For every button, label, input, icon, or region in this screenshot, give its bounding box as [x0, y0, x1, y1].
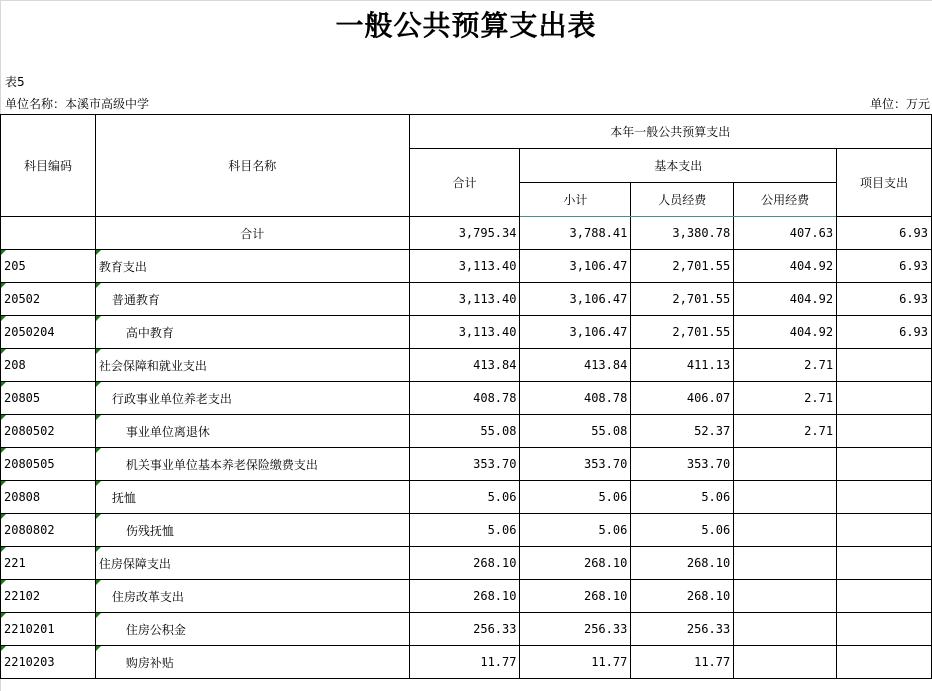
- cell-marker-icon: [1, 613, 6, 618]
- header-name: 科目名称: [95, 115, 409, 217]
- unit-name: 单位名称：本溪市高级中学: [5, 97, 150, 111]
- row-public-value[interactable]: 2.71: [734, 349, 837, 382]
- table-number: 表5: [5, 75, 25, 89]
- row-public-value[interactable]: [734, 547, 837, 580]
- row-project-value[interactable]: 6.93: [837, 316, 932, 349]
- row-subtotal-value[interactable]: 5.06: [520, 514, 631, 547]
- row-total-value[interactable]: 3,113.40: [409, 316, 520, 349]
- header-subtotal: 小计: [520, 183, 631, 217]
- row-subtotal-value[interactable]: 55.08: [520, 415, 631, 448]
- cell-marker-icon: [1, 250, 6, 255]
- row-public-value[interactable]: [734, 580, 837, 613]
- row-public-value[interactable]: 404.92: [734, 283, 837, 316]
- row-personnel-value[interactable]: 5.06: [631, 481, 734, 514]
- table-row[interactable]: [1, 613, 932, 646]
- row-project-value[interactable]: [837, 646, 932, 679]
- table-row[interactable]: [1, 415, 932, 448]
- cell-marker-icon: [96, 514, 101, 519]
- row-public-value[interactable]: [734, 646, 837, 679]
- header-project: 项目支出: [837, 149, 932, 217]
- table-row[interactable]: [1, 349, 932, 382]
- row-name[interactable]: 社会保障和就业支出: [95, 349, 409, 382]
- row-subtotal-value[interactable]: 353.70: [520, 448, 631, 481]
- row-code[interactable]: 2080502: [1, 415, 96, 448]
- row-public-value[interactable]: 407.63: [734, 217, 837, 250]
- table-row[interactable]: [1, 514, 932, 547]
- cell-marker-icon: [96, 448, 101, 453]
- row-total-value[interactable]: 3,113.40: [409, 283, 520, 316]
- row-project-value[interactable]: [837, 613, 932, 646]
- cell-marker-icon: [1, 580, 6, 585]
- row-subtotal-value[interactable]: 408.78: [520, 382, 631, 415]
- budget-table: [0, 114, 932, 679]
- row-total-value[interactable]: 11.77: [409, 646, 520, 679]
- row-personnel-value[interactable]: 2,701.55: [631, 316, 734, 349]
- cell-marker-icon: [1, 481, 6, 486]
- row-personnel-value[interactable]: 353.70: [631, 448, 734, 481]
- row-name[interactable]: 住房公积金: [95, 613, 409, 646]
- header-total: 合计: [409, 149, 520, 217]
- cell-marker-icon: [1, 646, 6, 651]
- row-personnel-value[interactable]: 3,380.78: [631, 217, 734, 250]
- row-project-value[interactable]: [837, 547, 932, 580]
- table-row[interactable]: [1, 283, 932, 316]
- row-public-value[interactable]: [734, 448, 837, 481]
- cell-marker-icon: [96, 646, 101, 651]
- row-code[interactable]: 2210203: [1, 646, 96, 679]
- header-public: 公用经费: [734, 183, 837, 217]
- table-row[interactable]: [1, 580, 932, 613]
- row-total-value[interactable]: 3,113.40: [409, 250, 520, 283]
- row-project-value[interactable]: 6.93: [837, 283, 932, 316]
- row-code[interactable]: 205: [1, 250, 96, 283]
- row-personnel-value[interactable]: 411.13: [631, 349, 734, 382]
- row-total-value[interactable]: 55.08: [409, 415, 520, 448]
- row-personnel-value[interactable]: 5.06: [631, 514, 734, 547]
- row-project-value[interactable]: [837, 481, 932, 514]
- row-name[interactable]: 事业单位离退休: [95, 415, 409, 448]
- row-personnel-value[interactable]: 268.10: [631, 547, 734, 580]
- row-project-value[interactable]: [837, 448, 932, 481]
- table-row[interactable]: [1, 382, 932, 415]
- row-name[interactable]: 行政事业单位养老支出: [95, 382, 409, 415]
- cell-marker-icon: [96, 547, 101, 552]
- row-code[interactable]: 208: [1, 349, 96, 382]
- row-code[interactable]: 221: [1, 547, 96, 580]
- table-row[interactable]: [1, 250, 932, 283]
- row-total-value[interactable]: 268.10: [409, 547, 520, 580]
- header-current-year: 本年一般公共预算支出: [409, 115, 931, 149]
- table-row[interactable]: [1, 547, 932, 580]
- row-project-value[interactable]: [837, 349, 932, 382]
- row-public-value[interactable]: 2.71: [734, 382, 837, 415]
- cell-marker-icon: [1, 382, 6, 387]
- table-row[interactable]: [1, 646, 932, 679]
- cell-marker-icon: [96, 580, 101, 585]
- row-code[interactable]: [1, 217, 96, 250]
- row-total-value[interactable]: 5.06: [409, 514, 520, 547]
- page-title: 一般公共预算支出表: [335, 9, 597, 42]
- row-subtotal-value[interactable]: 256.33: [520, 613, 631, 646]
- row-personnel-value[interactable]: 11.77: [631, 646, 734, 679]
- row-name[interactable]: 机关事业单位基本养老保险缴费支出: [95, 448, 409, 481]
- cell-marker-icon: [96, 283, 101, 288]
- cell-marker-icon: [1, 448, 6, 453]
- row-public-value[interactable]: 404.92: [734, 316, 837, 349]
- row-total-value[interactable]: 408.78: [409, 382, 520, 415]
- cell-marker-icon: [96, 250, 101, 255]
- cell-marker-icon: [1, 316, 6, 321]
- row-subtotal-value[interactable]: 268.10: [520, 547, 631, 580]
- row-subtotal-value[interactable]: 3,788.41: [520, 217, 631, 250]
- row-total-value[interactable]: 268.10: [409, 580, 520, 613]
- row-total-value[interactable]: 256.33: [409, 613, 520, 646]
- row-personnel-value[interactable]: 52.37: [631, 415, 734, 448]
- row-code[interactable]: 20808: [1, 481, 96, 514]
- row-project-value[interactable]: 6.93: [837, 217, 932, 250]
- row-public-value[interactable]: [734, 481, 837, 514]
- row-code[interactable]: 20805: [1, 382, 96, 415]
- row-name[interactable]: 高中教育: [95, 316, 409, 349]
- header-row-1: [1, 115, 932, 149]
- cell-marker-icon: [96, 481, 101, 486]
- row-total-value[interactable]: 5.06: [409, 481, 520, 514]
- row-code[interactable]: 2210201: [1, 613, 96, 646]
- cell-marker-icon: [1, 415, 6, 420]
- row-name[interactable]: 教育支出: [95, 250, 409, 283]
- row-project-value[interactable]: [837, 382, 932, 415]
- sheet-gridline-top: [0, 0, 932, 1]
- row-code[interactable]: 2080505: [1, 448, 96, 481]
- row-subtotal-value[interactable]: 11.77: [520, 646, 631, 679]
- row-name[interactable]: 伤残抚恤: [95, 514, 409, 547]
- row-total-value[interactable]: 3,795.34: [409, 217, 520, 250]
- row-code[interactable]: 22102: [1, 580, 96, 613]
- row-public-value[interactable]: 404.92: [734, 250, 837, 283]
- cell-marker-icon: [96, 316, 101, 321]
- row-subtotal-value[interactable]: 5.06: [520, 481, 631, 514]
- row-name[interactable]: 住房保障支出: [95, 547, 409, 580]
- cell-marker-icon: [1, 283, 6, 288]
- row-subtotal-value[interactable]: 3,106.47: [520, 316, 631, 349]
- row-name[interactable]: 合计: [95, 217, 409, 250]
- row-name[interactable]: 住房改革支出: [95, 580, 409, 613]
- row-subtotal-value[interactable]: 3,106.47: [520, 283, 631, 316]
- table-row[interactable]: [1, 481, 932, 514]
- row-name[interactable]: 普通教育: [95, 283, 409, 316]
- row-name[interactable]: 抚恤: [95, 481, 409, 514]
- row-code[interactable]: 2050204: [1, 316, 96, 349]
- header-personnel: 人员经费: [631, 183, 734, 217]
- row-project-value[interactable]: [837, 415, 932, 448]
- row-code[interactable]: 20502: [1, 283, 96, 316]
- header-code: 科目编码: [1, 115, 96, 217]
- cell-marker-icon: [1, 349, 6, 354]
- row-public-value[interactable]: [734, 514, 837, 547]
- row-personnel-value[interactable]: 406.07: [631, 382, 734, 415]
- row-code[interactable]: 2080802: [1, 514, 96, 547]
- row-personnel-value[interactable]: 268.10: [631, 580, 734, 613]
- row-subtotal-value[interactable]: 413.84: [520, 349, 631, 382]
- row-project-value[interactable]: [837, 514, 932, 547]
- cell-marker-icon: [96, 382, 101, 387]
- cell-marker-icon: [96, 415, 101, 420]
- row-total-value[interactable]: 353.70: [409, 448, 520, 481]
- cell-marker-icon: [96, 349, 101, 354]
- table-row[interactable]: [1, 217, 932, 250]
- row-personnel-value[interactable]: 2,701.55: [631, 283, 734, 316]
- row-project-value[interactable]: [837, 580, 932, 613]
- cell-marker-icon: [96, 613, 101, 618]
- row-personnel-value[interactable]: 256.33: [631, 613, 734, 646]
- cell-marker-icon: [1, 547, 6, 552]
- row-project-value[interactable]: 6.93: [837, 250, 932, 283]
- unit-label: 单位：万元: [869, 97, 930, 111]
- row-name[interactable]: 购房补贴: [95, 646, 409, 679]
- row-public-value[interactable]: [734, 613, 837, 646]
- header-basic: 基本支出: [520, 149, 837, 183]
- table-row[interactable]: [1, 316, 932, 349]
- row-personnel-value[interactable]: 2,701.55: [631, 250, 734, 283]
- row-subtotal-value[interactable]: 3,106.47: [520, 250, 631, 283]
- table-row[interactable]: [1, 448, 932, 481]
- cell-marker-icon: [1, 514, 6, 519]
- row-total-value[interactable]: 413.84: [409, 349, 520, 382]
- row-public-value[interactable]: 2.71: [734, 415, 837, 448]
- row-subtotal-value[interactable]: 268.10: [520, 580, 631, 613]
